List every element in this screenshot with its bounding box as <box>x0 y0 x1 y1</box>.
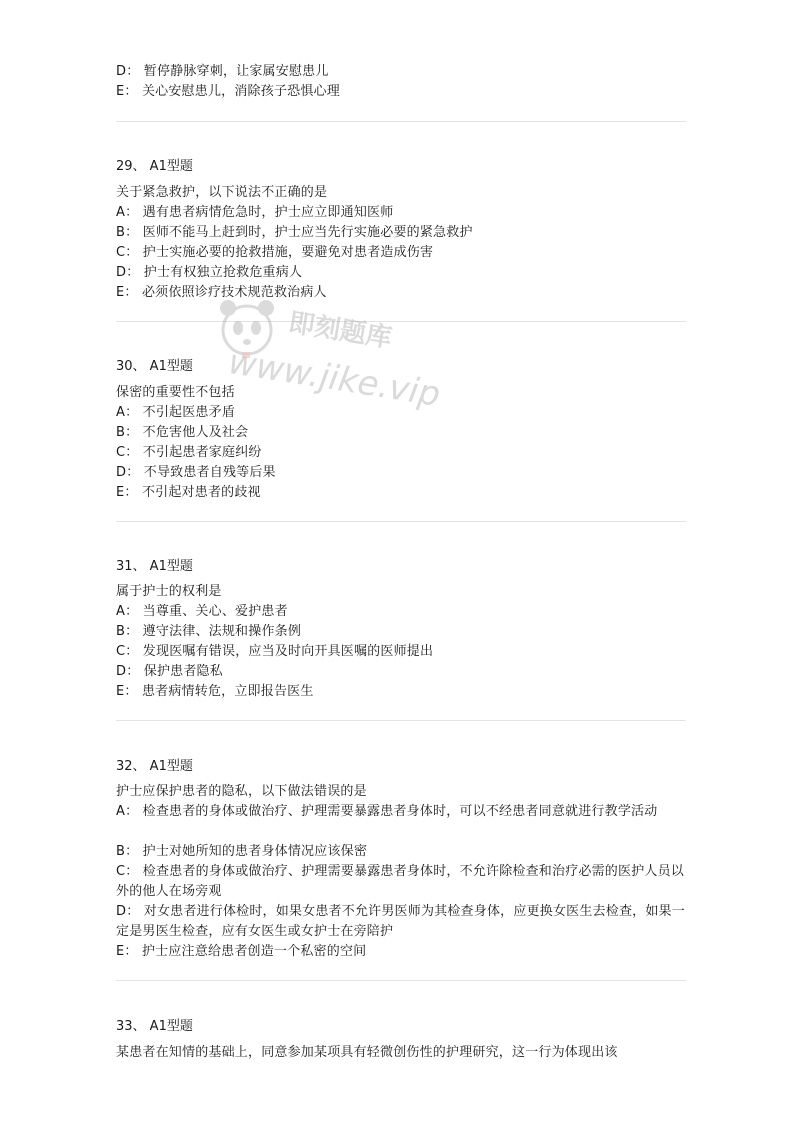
question-divider <box>116 720 686 721</box>
option-text: D： 对女患者进行体检时，如果女患者不允许男医师为其检查身体，应更换女医生去检查，如果一定是男医生检查，应有女医生或女护士在旁陪护 <box>116 904 685 939</box>
option-text: B： 遵守法律、法规和操作条例 <box>116 624 302 639</box>
option-text: E： 不引起对患者的歧视 <box>116 485 261 500</box>
option-text: D： 护士有权独立抢救危重病人 <box>116 265 303 280</box>
option-text: B： 护士对她所知的患者身体情况应该保密 <box>116 844 368 859</box>
question-divider <box>116 521 686 522</box>
question-header: 32、 A1型题 <box>116 759 193 774</box>
question-divider <box>116 980 686 981</box>
option-text: B： 医师不能马上赶到时，护士应当先行实施必要的紧急救护 <box>116 225 473 240</box>
option-text: A： 遇有患者病情危急时，护士应立即通知医师 <box>116 205 394 220</box>
question-stem: 护士应保护患者的隐私，以下做法错误的是 <box>116 784 367 799</box>
question-divider <box>116 321 686 322</box>
question-header: 29、 A1型题 <box>116 159 193 174</box>
option-text: E： 护士应注意给患者创造一个私密的空间 <box>116 944 367 959</box>
option-text: E： 关心安慰患儿，消除孩子恐惧心理 <box>116 84 340 99</box>
option-text: A： 不引起医患矛盾 <box>116 405 236 420</box>
watermark-url: www.jike.vip <box>225 342 443 415</box>
watermark-brand: 即刻题库 <box>286 307 394 354</box>
question-header: 30、 A1型题 <box>116 359 193 374</box>
question-divider <box>116 121 686 122</box>
option-text: C： 发现医嘱有错误，应当及时向开具医嘱的医师提出 <box>116 644 434 659</box>
option-text: D： 暂停静脉穿刺，让家属安慰患儿 <box>116 64 329 79</box>
question-stem: 某患者在知情的基础上，同意参加某项具有轻微创伤性的护理研究，这一行为体现出该 <box>116 1045 618 1060</box>
option-text: E： 患者病情转危，立即报告医生 <box>116 684 314 699</box>
question-header: 31、 A1型题 <box>116 559 193 574</box>
option-text: C： 护士实施必要的抢救措施，要避免对患者造成伤害 <box>116 245 434 260</box>
question-stem: 保密的重要性不包括 <box>116 385 235 400</box>
option-text: C： 不引起患者家庭纠纷 <box>116 445 262 460</box>
option-text: A： 检查患者的身体或做治疗、护理需要暴露患者身体时，可以不经患者同意就进行教学活动 <box>116 804 658 819</box>
option-text: D： 不导致患者自残等后果 <box>116 465 276 480</box>
question-header: 33、 A1型题 <box>116 1019 193 1034</box>
option-text: D： 保护患者隐私 <box>116 664 223 679</box>
question-stem: 关于紧急救护，以下说法不正确的是 <box>116 185 328 200</box>
option-text: E： 必须依照诊疗技术规范救治病人 <box>116 285 327 300</box>
question-stem: 属于护士的权利是 <box>116 584 222 599</box>
option-text: A： 当尊重、关心、爱护患者 <box>116 604 288 619</box>
option-text: C： 检查患者的身体或做治疗、护理需要暴露患者身体时，不允许除检查和治疗必需的医护人员以外的他人在场旁观 <box>116 864 685 899</box>
option-text: B： 不危害他人及社会 <box>116 425 249 440</box>
